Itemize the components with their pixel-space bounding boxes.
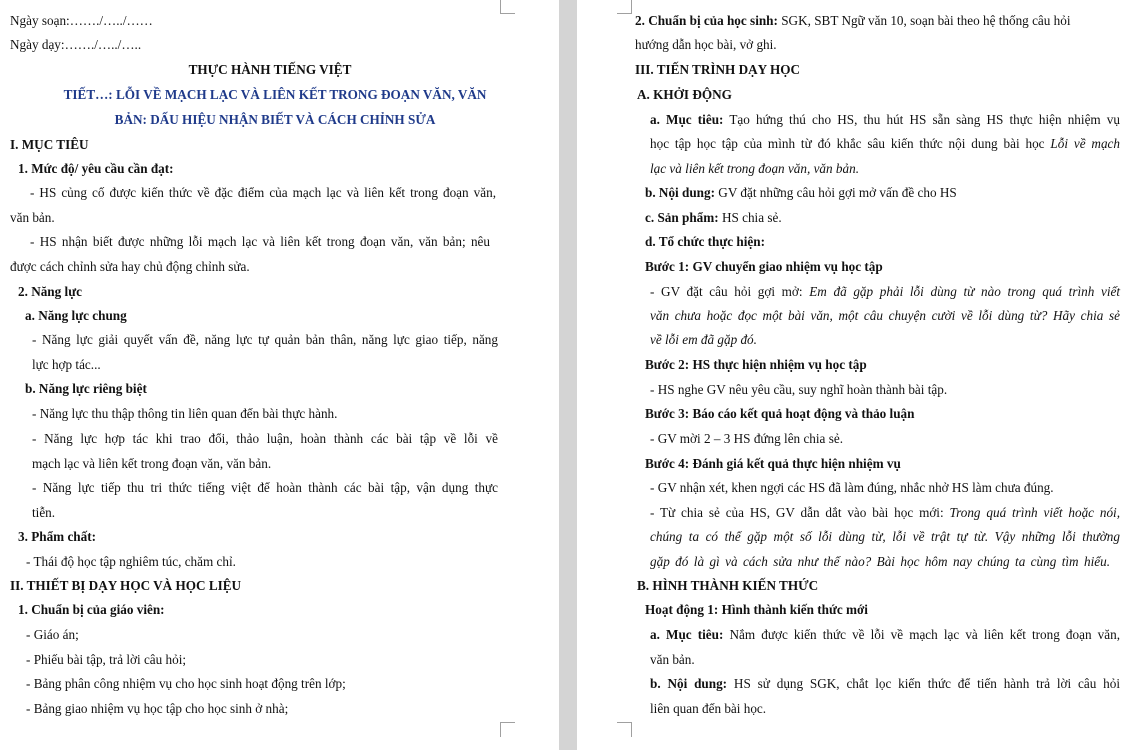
paragraph-line: về lỗi em đã gặp đó. <box>650 332 757 347</box>
inline-text: Tạo hứng thú cho HS, thu hút HS sẵn sàng HS thực hiện nhiệm vụ <box>729 112 1120 127</box>
subsection-heading: d. Tổ chức thực hiện: <box>645 234 765 249</box>
paragraph-line: mạch lạc và liên kết trong đoạn văn, văn bản. <box>32 456 272 471</box>
step-heading: Bước 3: Báo cáo kết quả hoạt động và thảo luận <box>645 406 915 421</box>
inline-label: b. Nội dung: <box>650 676 728 691</box>
activity-heading: Hoạt động 1: Hình thành kiến thức mới <box>645 602 868 617</box>
paragraph-line <box>650 111 1120 129</box>
paragraph-line: văn bản. <box>10 210 55 225</box>
paragraph-line: văn chưa hoặc đọc một bài văn, một câu chuyện cười về lỗi dùng từ? Hãy chia sẻ <box>650 308 1120 323</box>
list-item: - Bảng phân công nhiệm vụ cho học sinh hoạt động trên lớp; <box>26 676 346 691</box>
date-taught: Ngày dạy:……./…../….. <box>10 37 142 52</box>
inline-text: - Từ chia sẻ của HS, GV dẫn dắt vào bài học mới: <box>650 505 944 520</box>
paragraph-line: - Năng lực tiếp thu tri thức tiếng việt để hoàn thành các bài tập, vận dụng thực <box>32 480 498 495</box>
inline-label: a. Mục tiêu: <box>650 112 724 127</box>
paragraph-line <box>635 12 1071 30</box>
paragraph-line <box>650 135 1120 153</box>
subsection-heading: a. Năng lực chung <box>25 308 127 323</box>
paragraph-line: được cách chỉnh sửa hay chủ động chỉnh sửa. <box>10 259 250 274</box>
section-heading: A. KHỞI ĐỘNG <box>637 87 732 102</box>
inline-text: GV đặt những câu hỏi gợi mở vấn đề cho HS <box>718 185 957 200</box>
subsection-heading: 3. Phẩm chất: <box>18 529 97 544</box>
inline-text: - GV đặt câu hỏi gợi mở: <box>650 284 803 299</box>
date-prepared: Ngày soạn:……./…../…… <box>10 13 153 28</box>
inline-text: học tập học tập của mình từ đó khắc sâu kiến thức nội dung bài học <box>650 136 1045 151</box>
paragraph-line: - Năng lực hợp tác khi trao đổi, thảo luận, hoàn thành các bài tập về lỗi về <box>32 431 498 446</box>
paragraph-line: văn bản. <box>650 652 695 667</box>
paragraph-line: - Năng lực giải quyết vấn đề, năng lực tự quản bản thân, năng lực giao tiếp, năng <box>32 332 498 347</box>
section-heading: II. THIẾT BỊ DẠY HỌC VÀ HỌC LIỆU <box>10 578 242 593</box>
list-item: - Giáo án; <box>26 627 79 642</box>
paragraph-line: gặp đó là gì và cách sửa như thế nào? Bài học hôm nay chúng ta cùng tìm hiểu. <box>650 554 1110 569</box>
paragraph-line <box>645 184 957 202</box>
page-corner-marker <box>500 0 515 14</box>
paragraph-line: liên quan đến bài học. <box>650 701 767 716</box>
inline-text: HS sử dụng SGK, chắt lọc kiến thức để tiến hành trả lời câu hỏi <box>733 676 1121 691</box>
list-item: - Bảng giao nhiệm vụ học tập cho học sinh ở nhà; <box>26 701 289 716</box>
paragraph-line: hướng dẫn học bài, vở ghi. <box>635 37 777 52</box>
paragraph-line <box>650 283 1120 301</box>
lesson-subtitle-line2: BẢN: DẤU HIỆU NHẬN BIẾT VÀ CÁCH CHỈNH SỬA <box>114 112 436 127</box>
lesson-title: THỰC HÀNH TIẾNG VIỆT <box>188 62 352 77</box>
paragraph-line: - HS nghe GV nêu yêu cầu, suy nghĩ hoàn thành bài tập. <box>650 382 948 397</box>
paragraph-line: lực hợp tác... <box>32 357 101 372</box>
section-heading: I. MỤC TIÊU <box>10 137 89 152</box>
paragraph-line <box>645 209 782 227</box>
inline-text: Nắm được kiến thức về lỗi về mạch lạc và liên kết trong đoạn văn, <box>729 627 1120 642</box>
lesson-subtitle-line1: TIẾT…: LỖI VỀ MẠCH LẠC VÀ LIÊN KẾT TRONG ĐOẠN VĂN, VĂN <box>63 87 487 102</box>
paragraph-line: - GV nhận xét, khen ngợi các HS đã làm đúng, nhắc nhở HS làm chưa đúng. <box>650 480 1054 495</box>
inline-label: b. Nội dung: <box>645 185 715 200</box>
inline-label: c. Sản phẩm: <box>645 210 719 225</box>
step-heading: Bước 2: HS thực hiện nhiệm vụ học tập <box>645 357 867 372</box>
inline-label: 2. Chuẩn bị của học sinh: <box>635 13 778 28</box>
paragraph-line: - Năng lực thu thập thông tin liên quan đến bài thực hành. <box>32 406 338 421</box>
paragraph-line: lạc và liên kết trong đoạn văn, văn bản. <box>650 161 859 176</box>
paragraph-line <box>650 675 1120 693</box>
paragraph-line: tiễn. <box>32 505 56 520</box>
section-heading: B. HÌNH THÀNH KIẾN THỨC <box>637 578 819 593</box>
inline-text: SGK, SBT Ngữ văn 10, soạn bài theo hệ thống câu hỏi <box>781 13 1071 28</box>
document-page-left <box>0 0 559 750</box>
step-heading: Bước 1: GV chuyển giao nhiệm vụ học tập <box>645 259 883 274</box>
inline-italic: Trong quá trình viết hoặc nói, <box>949 505 1121 520</box>
list-item: - Phiếu bài tập, trả lời câu hỏi; <box>26 652 187 667</box>
page-corner-marker <box>617 722 632 737</box>
inline-text: HS chia sẻ. <box>721 210 782 225</box>
paragraph-line: - HS nhận biết được những lỗi mạch lạc và liên kết trong đoạn văn, văn bản; nêu <box>30 234 490 249</box>
subsection-heading: b. Năng lực riêng biệt <box>25 381 147 396</box>
inline-italic: Em đã gặp phải lỗi dùng từ nào trong quá trình viết <box>809 284 1121 299</box>
page-corner-marker <box>500 722 515 737</box>
paragraph-line <box>650 504 1120 522</box>
paragraph-line: chúng ta có thể gặp một số lỗi dùng từ, lỗi về trật tự từ. Vậy những lỗi thường <box>650 529 1120 544</box>
subsection-heading: 1. Mức độ/ yêu cầu cần đạt: <box>18 161 174 176</box>
paragraph-line: - GV mời 2 – 3 HS đứng lên chia sẻ. <box>650 431 843 446</box>
inline-label: a. Mục tiêu: <box>650 627 724 642</box>
document-page-right <box>577 0 1137 750</box>
subsection-heading: 1. Chuẩn bị của giáo viên: <box>18 602 165 617</box>
subsection-heading: 2. Năng lực <box>18 284 82 299</box>
page-corner-marker <box>617 0 632 14</box>
step-heading: Bước 4: Đánh giá kết quả thực hiện nhiệm vụ <box>645 456 901 471</box>
section-heading: III. TIẾN TRÌNH DẠY HỌC <box>635 62 801 77</box>
paragraph-line: - Thái độ học tập nghiêm túc, chăm chỉ. <box>26 554 236 569</box>
paragraph-line <box>650 626 1120 644</box>
paragraph-line: - HS củng cố được kiến thức về đặc điểm của mạch lạc và liên kết trong đoạn văn, <box>30 185 496 200</box>
inline-italic: Lỗi về mạch <box>1050 136 1121 151</box>
